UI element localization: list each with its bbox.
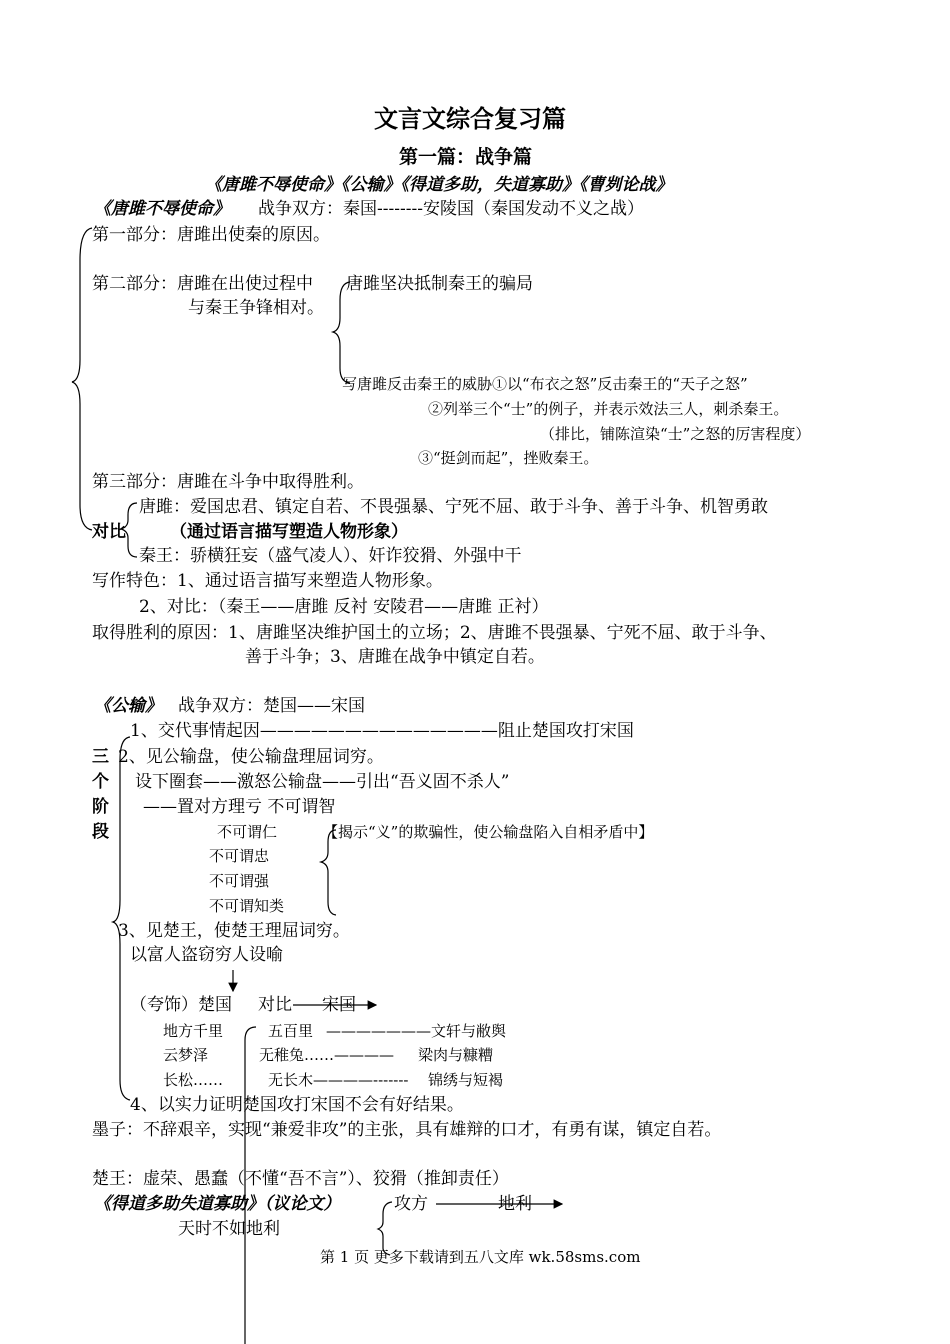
s2-chuwang: 楚王：虚荣、愚蠢（不懂“吾不言”）、狡猾（推卸责任） xyxy=(92,1169,509,1189)
s2-line6: 不可谓忠 xyxy=(209,847,270,865)
s2-m2a: 云梦泽 xyxy=(163,1046,209,1064)
s1-feature1: 写作特色：1、通过语言描写来塑造人物形象。 xyxy=(92,571,443,591)
s1-name: 《唐雎不辱使命》 xyxy=(94,199,230,219)
s1-reason2: 善于斗争；3、唐雎在战争中镇定自若。 xyxy=(245,647,545,667)
s2-m1a: 地方千里 xyxy=(163,1022,224,1040)
page-footer: 第 1 页 更多下载请到五八文库 wk.58sms.com xyxy=(320,1248,641,1266)
s3-thesis: 天时不如地利 xyxy=(178,1219,280,1239)
s1-part3: 第三部分：唐雎在斗争中取得胜利。 xyxy=(92,472,364,492)
s2-name: 《公输》 xyxy=(94,696,162,716)
s2-sides: 战争双方：楚国——宋国 xyxy=(178,696,365,716)
s2-line8: 不可谓知类 xyxy=(209,897,285,915)
s1-part2-cont: 与秦王争锋相对。 xyxy=(188,298,324,318)
s2-m2c: 梁肉与糠糟 xyxy=(418,1046,494,1064)
s1-part2-note: （排比，铺陈渲染“士”之怒的厉害程度） xyxy=(540,425,811,443)
brace-s1-part2 xyxy=(333,282,350,383)
s1-part2-item2: 写唐雎反击秦王的威胁①以“布衣之怒”反击秦王的“天子之怒” xyxy=(342,375,748,393)
s1-feature2: 2、对比：（秦王——唐雎 反衬 安陵君——唐雎 正衬） xyxy=(139,597,549,617)
s2-m3c: 锦绣与短褐 xyxy=(428,1071,504,1089)
s2-line3: 设下圈套——激怒公输盘——引出“吾义固不杀人” xyxy=(135,772,510,792)
s3-dili: 地利 xyxy=(498,1194,532,1214)
s1-contrast-label: 对比 xyxy=(92,522,126,542)
s2-line5-note: 【揭示“义”的欺骗性，使公输盘陷入自相矛盾中】 xyxy=(323,823,654,841)
s2-stage-char: 个 xyxy=(92,772,109,792)
brace-s2-inner xyxy=(321,830,336,915)
s1-sides: 战争双方：秦国--------安陵国（秦国发动不义之战） xyxy=(258,199,644,219)
texts-list: 《唐雎不辱使命》《公输》《得道多助，失道寡助》《曹刿论战》 xyxy=(205,175,673,195)
brace-s1-outer xyxy=(72,228,92,530)
s2-line2: 2、见公输盘，使公输盘理屈词穷。 xyxy=(118,747,384,767)
brace-s3 xyxy=(378,1202,392,1255)
s2-mozi: 墨子：不辞艰辛，实现“兼爱非攻”的主张，具有雄辩的口才，有勇有谋，镇定自若。 xyxy=(92,1120,722,1140)
s2-stage-char: 阶 xyxy=(92,797,109,817)
bracket-s2-comparison xyxy=(245,1027,256,1344)
s3-name: 《得道多助失道寡助》（议论文） xyxy=(94,1194,341,1214)
page-title: 文言文综合复习篇 xyxy=(374,104,566,133)
s2-line10: 以富人盗窃穷人设喻 xyxy=(130,945,283,965)
s2-stage-char: 三 xyxy=(92,747,109,767)
s1-part2-item4: ③“挺剑而起”，挫败秦王。 xyxy=(418,449,599,467)
s2-songguo: 宋国 xyxy=(322,995,356,1015)
s1-contrast-note: （通过语言描写塑造人物形象） xyxy=(170,522,408,542)
s1-part2: 第二部分：唐雎在出使过程中 xyxy=(92,274,313,294)
s2-kuashi: （夸饰）楚国 xyxy=(130,995,232,1015)
s1-part2-item1: 唐雎坚决抵制秦王的骗局 xyxy=(346,274,533,294)
s2-duibi: 对比 xyxy=(258,995,292,1015)
s2-m1b: 五百里 xyxy=(268,1022,314,1040)
s1-contrast-tangju: 唐雎：爱国忠君、镇定自若、不畏强暴、宁死不屈、敢于斗争、善于斗争、机智勇敢 xyxy=(139,497,768,517)
s2-line4: ——置对方理亏 不可谓智 xyxy=(143,797,336,817)
s2-line7: 不可谓强 xyxy=(209,872,270,890)
s2-m2b: 无稚兔……———— xyxy=(259,1046,395,1064)
chapter-title: 第一篇：战争篇 xyxy=(399,146,533,168)
s2-m3b: 无长木————------- xyxy=(268,1071,409,1089)
s2-m3a: 长松…… xyxy=(163,1071,224,1089)
s2-stage-char: 段 xyxy=(92,822,109,842)
brace-s1-contrast xyxy=(121,503,137,557)
s1-reason1: 取得胜利的原因：1、唐雎坚决维护国土的立场；2、唐雎不畏强暴、宁死不屈、敢于斗争、 xyxy=(92,623,777,643)
s2-line11: 4、以实力证明楚国攻打宋国不会有好结果。 xyxy=(130,1095,464,1115)
s1-part1: 第一部分：唐雎出使秦的原因。 xyxy=(92,225,330,245)
s1-part2-item3: ②列举三个“士”的例子，并表示效法三人，刺杀秦王。 xyxy=(428,400,789,418)
s2-line1: 1、交代事情起因——————————————阻止楚国攻打宋国 xyxy=(130,721,634,741)
s1-contrast-qinwang: 秦王：骄横狂妄（盛气凌人）、奸诈狡猾、外强中干 xyxy=(139,546,522,566)
s2-line9: 3、见楚王，使楚王理屈词穷。 xyxy=(118,921,350,941)
s2-m1c: ———————文轩与敝舆 xyxy=(326,1022,507,1040)
s3-gongfang: 攻方 xyxy=(394,1194,428,1214)
brace-s2-stages xyxy=(113,737,130,1100)
s2-line5: 不可谓仁 xyxy=(217,823,278,841)
